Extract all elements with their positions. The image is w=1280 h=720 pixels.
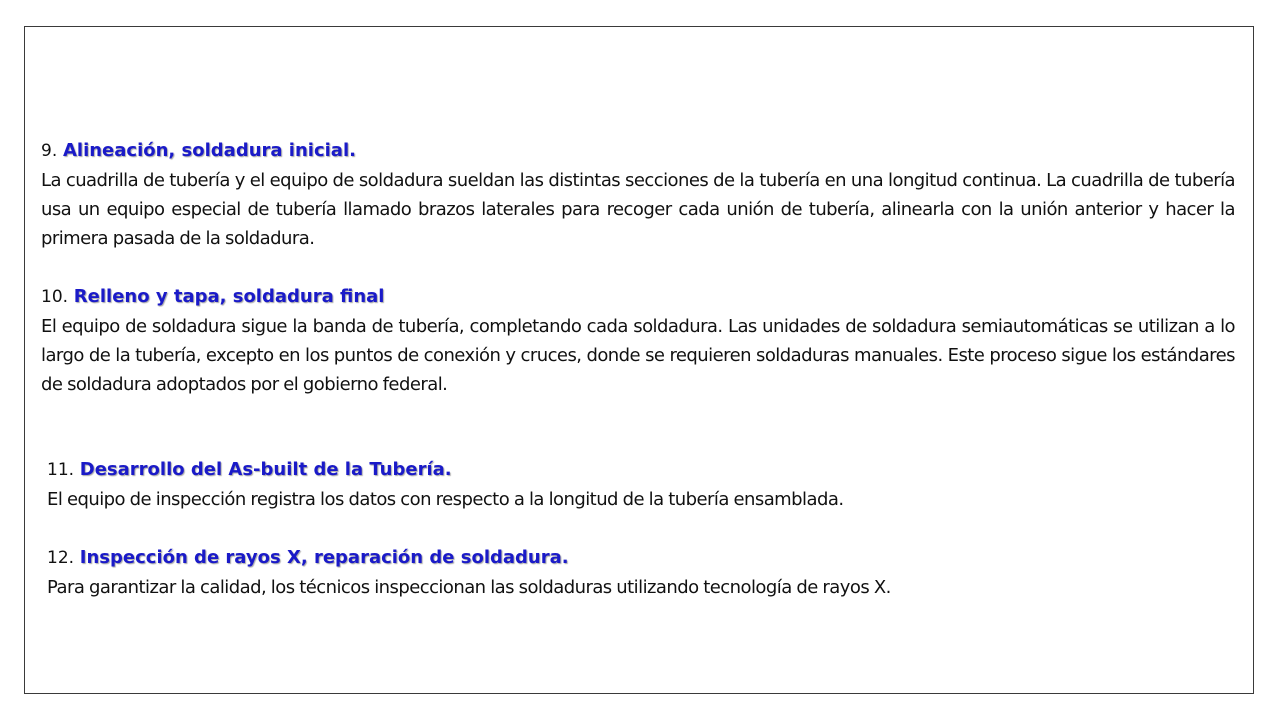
section-12-heading [47,543,1235,573]
section-10-body: El equipo de soldadura sigue la banda de tubería, completando cada soldadura. Las unidades de soldadura semiautomáticas se utilizan a lo largo de la tubería, excepto en los puntos de conexión y cruces, donde se requieren soldaduras manuales. Este proceso sigue los estándares de soldadura adoptados por el gobierno federal. [41,316,1235,395]
section-10-title: Relleno y tapa, soldadura final [73,286,385,307]
section-9-title: Alineación, soldadura inicial. [62,140,356,161]
section-11-body: El equipo de inspección registra los datos con respecto a la longitud de la tubería ensamblada. [47,489,844,510]
section-11-heading [47,455,1235,485]
content-block-upper [41,136,1235,399]
section-9-number: 9. [41,141,58,161]
slide-frame [24,26,1254,694]
content-block-lower [47,455,1235,602]
section-10-heading [41,282,1235,312]
section-9-heading [41,136,1235,166]
section-10-number: 10. [41,287,69,307]
section-11-title: Desarrollo del As-built de la Tubería. [79,459,452,480]
section-9-body: La cuadrilla de tubería y el equipo de soldadura sueldan las distintas secciones de la tubería en una longitud continua. La cuadrilla de tubería usa un equipo especial de tubería llamado brazos laterales para recoger cada unión de tubería, alinearla con la unión anterior y hacer la primera pasada de la soldadura. [41,170,1235,249]
section-12-number: 12. [47,548,75,568]
section-11-number: 11. [47,460,75,480]
section-12-body: Para garantizar la calidad, los técnicos inspeccionan las soldaduras utilizando tecnología de rayos X. [47,577,891,598]
spacer [47,514,1235,543]
spacer [41,253,1235,282]
section-12-title: Inspección de rayos X, reparación de soldadura. [79,547,569,568]
